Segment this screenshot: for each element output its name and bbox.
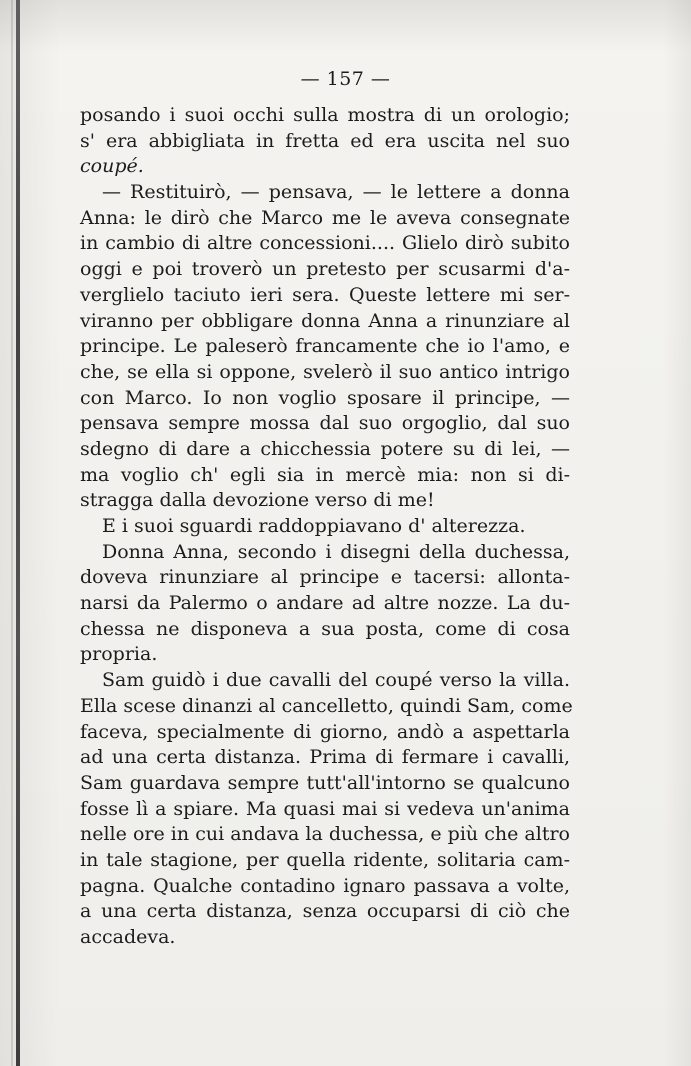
text-line: — Restituirò, — pensava, — le lettere a donna — [102, 181, 570, 204]
text-line: Anna: le dirò che Marco me le aveva consegnate — [80, 206, 570, 229]
text-line: pensava sempre mossa dal suo orgoglio, dal suo — [80, 412, 570, 435]
text-line: accadeva. — [80, 926, 176, 948]
text-line: che, se ella si oppone, svelerò il suo antico intrigo — [80, 360, 570, 383]
text-line: verglielo taciuto ieri sera. Queste lettere mi ser- — [80, 283, 570, 306]
binding-edge — [16, 0, 20, 1066]
text-line: ad una certa distanza. Prima di fermare i cavalli, — [80, 746, 570, 769]
text-line: doveva rinunziare al principe e tacersi: allonta- — [80, 566, 570, 589]
text-line: sdegno di dare a chicchessia potere su di lei, — — [80, 437, 570, 460]
text-line: ma voglio ch' egli sia in mercè mia: non si di- — [80, 463, 570, 486]
text-line: principe. Le paleserò francamente che io l'amo, e — [80, 335, 570, 358]
text-line: fosse lì a spiare. Ma quasi mai si vedeva un'anima — [80, 797, 570, 820]
page-top-shadow — [0, 0, 691, 52]
body-text — [80, 103, 573, 951]
text-line: E i suoi sguardi raddoppiavano d' alterezza. — [102, 515, 526, 537]
text-line: oggi e poi troverò un pretesto per scusarmi d'a- — [80, 258, 570, 281]
text-line: Ella scese dinanzi al cancelletto, quindi Sam, come — [80, 694, 573, 717]
page-right-shadow — [663, 0, 691, 1066]
text-line: Donna Anna, secondo i disegni della duchessa, — [102, 540, 570, 563]
page-number: — 157 — — [300, 68, 391, 90]
text-line: faceva, specialmente di giorno, andò a aspettarla — [80, 720, 570, 743]
text-line: stragga dalla devozione verso di me! — [80, 489, 435, 512]
binding-shadow — [11, 0, 13, 1066]
text-line: nelle ore in cui andava la duchessa, e più che altro — [80, 823, 570, 846]
text-line: propria. — [80, 643, 158, 666]
text-line: chessa ne disponeva a sua posta, come di cosa — [80, 617, 570, 640]
text-line: narsi da Palermo o andare ad altre nozze. La du- — [80, 592, 570, 615]
text-line: in tale stagione, per quella ridente, solitaria cam- — [80, 848, 570, 871]
text-line: posando i suoi occhi sulla mostra di un orologio; — [80, 104, 570, 126]
text-line: viranno per obbligare donna Anna a rinunziare al — [80, 309, 570, 332]
text-line: a una certa distanza, senza occuparsi di ciò che — [80, 900, 570, 923]
text-line: in cambio di altre concessioni.... Glielo dirò subito — [80, 232, 570, 255]
text-line: coupé. — [80, 155, 144, 178]
text-line: Sam guidò i due cavalli del coupé verso la villa. — [102, 669, 570, 692]
text-line: pagna. Qualche contadino ignaro passava a volte, — [80, 874, 570, 897]
text-line: s' era abbigliata in fretta ed era uscita nel suo — [80, 129, 570, 152]
text-line: Sam guardava sempre tutt'all'intorno se qualcuno — [80, 771, 570, 794]
text-line: con Marco. Io non voglio sposare il principe, — — [80, 386, 570, 409]
